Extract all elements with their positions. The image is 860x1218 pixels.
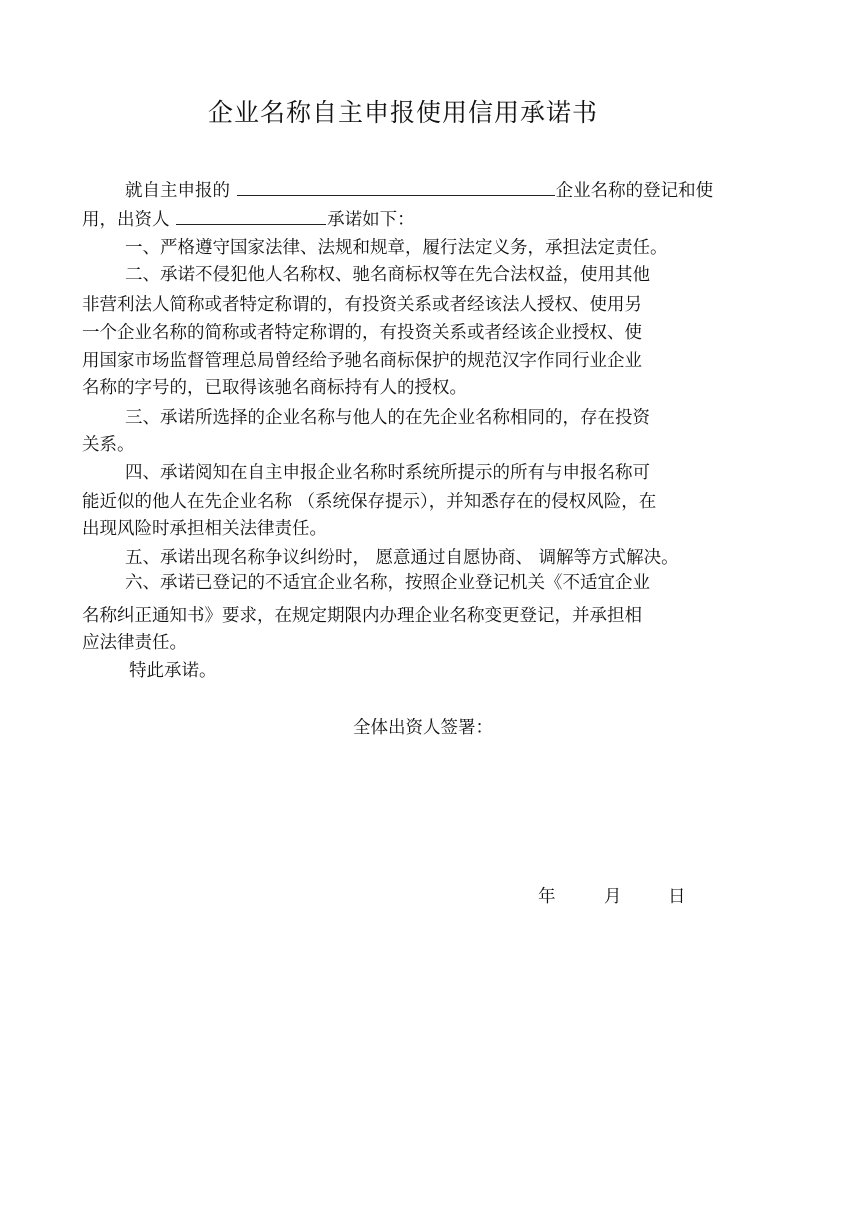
- clause-6-line-1: 六、承诺已登记的不适宜企业名称，按照企业登记机关《不适宜企业: [125, 573, 650, 593]
- intro-text-2: 企业名称的登记和使: [555, 181, 714, 201]
- clause-4-line-2: 能近似的他人在先企业名称 （系统保存提示），并知悉存在的侵权风险，在: [82, 492, 657, 512]
- intro-text-3: 用，出资人: [82, 210, 170, 230]
- date-month: 月: [604, 887, 622, 907]
- date-day: 日: [668, 887, 686, 907]
- clause-5: 五、承诺出现名称争议纠纷时， 愿意通过自愿协商、 调解等方式解决。: [125, 548, 679, 568]
- document-title: 企业名称自主申报使用信用承诺书: [207, 98, 598, 127]
- date-year: 年: [538, 887, 556, 907]
- clause-3-line-1: 三、承诺所选择的企业名称与他人的在先企业名称相同的，存在投资: [125, 408, 650, 428]
- enterprise-name-blank: [237, 176, 555, 196]
- clause-2-line-2: 非营利法人简称或者特定称谓的，有投资关系或者经该法人授权、使用另: [82, 295, 642, 315]
- signature-label: 全体出资人签署：: [353, 718, 493, 738]
- clause-4-line-1: 四、承诺阅知在自主申报企业名称时系统所提示的所有与申报名称可: [125, 463, 650, 483]
- clause-2-line-4: 用国家市场监督管理总局曾经给予驰名商标保护的规范汉字作同行业企业: [82, 351, 642, 371]
- clause-1: 一、严格遵守国家法律、法规和规章，履行法定义务，承担法定责任。: [125, 238, 668, 258]
- clause-2-line-3: 一个企业名称的简称或者特定称谓的，有投资关系或者经该企业授权、使: [82, 323, 642, 343]
- investor-name-blank: [176, 205, 326, 225]
- intro-text-4: 承诺如下：: [327, 210, 415, 230]
- intro-text-1: 就自主申报的: [125, 181, 230, 201]
- clause-6-line-2: 名称纠正通知书》要求，在规定期限内办理企业名称变更登记，并承担相: [82, 606, 642, 626]
- clause-2-line-5: 名称的字号的，已取得该驰名商标持有人的授权。: [82, 378, 467, 398]
- intro-line-1: [125, 176, 713, 204]
- intro-line-2: [82, 205, 415, 233]
- clause-2-line-1: 二、承诺不侵犯他人名称权、驰名商标权等在先合法权益，使用其他: [125, 265, 650, 285]
- clause-4-line-3: 出现风险时承担相关法律责任。: [82, 519, 327, 539]
- date-line: [538, 884, 686, 910]
- clause-6-line-3: 应法律责任。: [82, 633, 187, 653]
- clause-3-line-2: 关系。: [82, 435, 135, 455]
- closing-statement: 特此承诺。: [129, 661, 217, 681]
